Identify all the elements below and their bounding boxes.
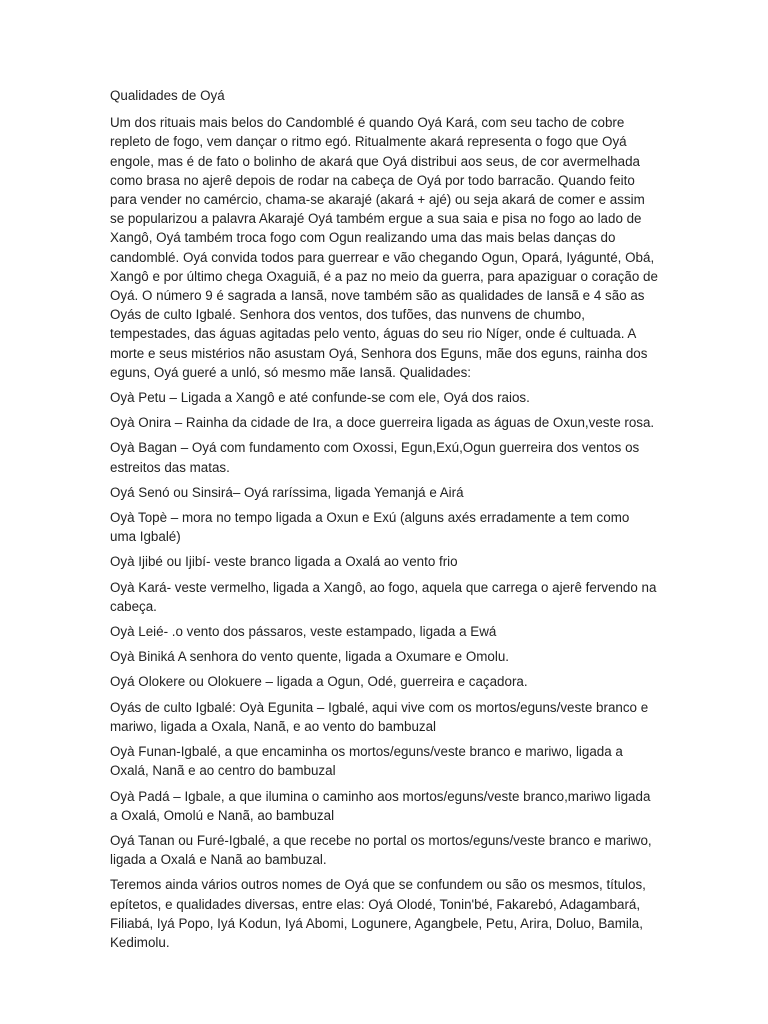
document-title: Qualidades de Oyá bbox=[110, 88, 225, 103]
quality-item-funan: Oyà Funan-Igbalé, a que encaminha os mortos/eguns/veste branco e mariwo, ligada a Oxalá, Nanã e ao centro do bambuzal bbox=[110, 744, 623, 779]
quality-item-pada: Oyà Padá – Igbale, a que ilumina o caminho aos mortos/eguns/veste branco,mariwo ligada a Oxalá, Omolú e Nanã, ao bambuzal bbox=[110, 788, 651, 823]
closing-paragraph: Teremos ainda vários outros nomes de Oyá que se confundem ou são os mesmos, títulos, epítetos, e qualidades diversas, entre elas: Oyá Olodé, Tonin'bé, Fakarebó, Adagambará, Filiabá, Iyá Popo, Iyá Kodun, Iyá Abomi, Logunere, Agangbele, Petu, Arira, Doluo, Bamila, Kedimolu. bbox=[110, 877, 646, 950]
document-page bbox=[110, 86, 658, 958]
quality-item-ijibe: Oyà Ijibé ou Ijibí- veste branco ligada a Oxalá ao vento frio bbox=[110, 554, 458, 570]
quality-item-tanan: Oyá Tanan ou Furé-Igbalé, a que recebe no portal os mortos/eguns/veste branco e mariwo, ligada a Oxalá e Nanã ao bambuzal. bbox=[110, 832, 652, 868]
quality-item-egunita: Oyás de culto Igbalé: Oyà Egunita – Igbalé, aqui vive com os mortos/eguns/veste branco e mariwo, ligada a Oxala, Nanã, e ao vento do bambuzal bbox=[110, 699, 649, 734]
quality-item-seno: Oyá Senó ou Sinsirá– Oyá raríssima, ligada Yemanjá e Airá bbox=[110, 484, 464, 500]
qualities-list bbox=[110, 388, 658, 869]
quality-item-binika: Oyà Biniká A senhora do vento quente, ligada a Oxumare e Omolu. bbox=[110, 649, 509, 665]
quality-item-petu: Oyà Petu – Ligada a Xangô e até confunde-se com ele, Oyá dos raios. bbox=[110, 390, 530, 406]
intro-paragraph: Um dos rituais mais belos do Candomblé é quando Oyá Kará, com seu tacho de cobre repleto de fogo, vem dançar o ritmo egó. Ritualmente akará representa o fogo que Oyá engole, mas é de fato o bolinho de akará que Oyá distribui aos seus, de cor avermelhada como brasa no ajerê depois de rodar na cabeça de Oyá por todo barracão. Quando feito para vender no camércio, chama-se akarajé (akará + ajé) ou seja akará de comer e assim se popularizou a palavra Akarajé Oyá também ergue a sua saia e pisa no fogo ao lado de Xangô, Oyá também troca fogo com Ogun realizando uma das mais belas danças do candomblé. Oyá convida todos para guerrear e vão chegando Ogun, Opará, Iyágunté, Obá, Xangô e por último chega Oxaguiã, é a paz no meio da guerra, para apaziguar o coração de Oyá. O número 9 é sagrada a Iansã, nove também são as qualidades de Iansã e 4 são as Oyás de culto Igbalé. Senhora dos ventos, dos tufões, das nunvens de chumbo, tempestades, das águas agitadas pelo vento, águas do seu rio Níger, onde é cultuada. A morte e seus mistérios não asustam Oyá, Senhora dos Eguns, mãe dos eguns, rainha dos eguns, Oyá gueré a unló, só mesmo mãe Iansã. Qualidades: bbox=[110, 115, 658, 380]
quality-item-bagan: Oyà Bagan – Oyá com fundamento com Oxossi, Egun,Exú,Ogun guerreira dos ventos os estreitos das matas. bbox=[110, 440, 640, 475]
quality-item-tope: Oyà Topè – mora no tempo ligada a Oxun e Exú (alguns axés erradamente a tem como uma Igbalé) bbox=[110, 510, 630, 545]
quality-item-leie: Oyà Leié- .o vento dos pássaros, veste estampado, ligada a Ewá bbox=[110, 624, 497, 640]
quality-item-kara: Oyà Kará- veste vermelho, ligada a Xangô, ao fogo, aquela que carrega o ajerê fervendo na cabeça. bbox=[110, 579, 657, 614]
quality-item-onira: Oyà Onira – Rainha da cidade de Ira, a doce guerreira ligada as águas de Oxun,veste rosa. bbox=[110, 415, 655, 431]
quality-item-olokere: Oyá Olokere ou Olokuere – ligada a Ogun, Odé, guerreira e caçadora. bbox=[110, 674, 528, 690]
